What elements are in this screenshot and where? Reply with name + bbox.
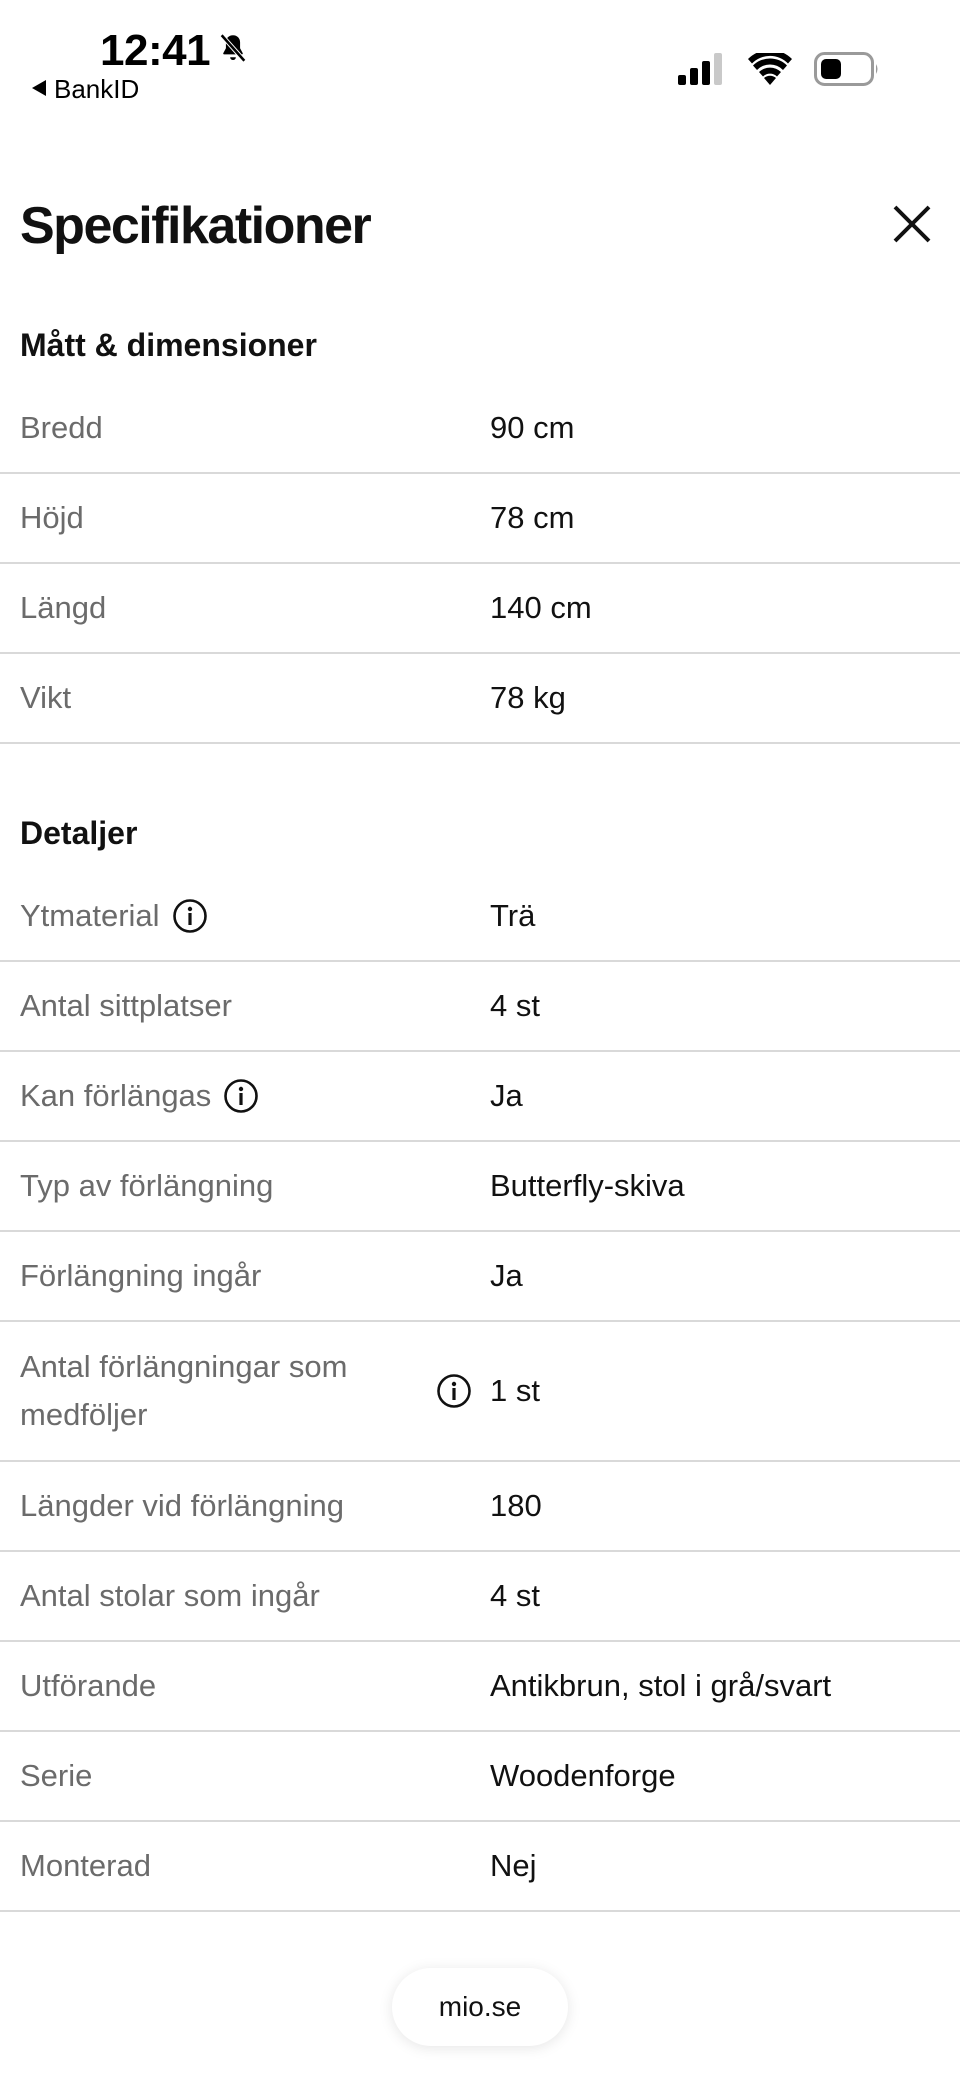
sheet-header: [0, 190, 960, 270]
spec-value: 78 cm: [490, 500, 575, 535]
spec-value: Ja: [490, 1078, 523, 1113]
spec-label: Förlängning ingår: [20, 1258, 262, 1293]
browser-url-pill[interactable]: [392, 1968, 568, 2046]
spec-row-vikt: [0, 654, 960, 744]
section-title-dimensions: Mått & dimensioner: [20, 326, 317, 363]
spec-row-serie: [0, 1732, 960, 1822]
wifi-icon: [748, 53, 792, 90]
spec-row-kan-forlangas: [0, 1052, 960, 1142]
spec-label: Utförande: [20, 1668, 157, 1703]
spec-row-monterad: [0, 1822, 960, 1912]
details-section: [0, 794, 960, 1912]
bell-slash-icon: [216, 26, 250, 76]
spec-value: Nej: [490, 1848, 537, 1883]
cellular-signal-icon: [678, 53, 726, 90]
spec-row-hojd: [0, 474, 960, 564]
close-icon: [892, 204, 932, 249]
spec-row-langd: [0, 564, 960, 654]
spec-value: 90 cm: [490, 410, 575, 445]
spec-value: Ja: [490, 1258, 523, 1293]
spec-label: Höjd: [20, 500, 84, 535]
spec-label: Antal stolar som ingår: [20, 1578, 320, 1613]
status-time: [100, 26, 250, 76]
battery-icon: [814, 52, 880, 91]
spec-row-typ-av-forlangning: [0, 1142, 960, 1232]
dimensions-section: [0, 306, 960, 744]
spec-label: Längder vid förlängning: [20, 1488, 345, 1523]
info-icon[interactable]: [223, 1078, 259, 1114]
url-text: mio.se: [438, 1991, 522, 2022]
info-icon[interactable]: [172, 898, 208, 934]
spec-label: Vikt: [20, 680, 72, 715]
spec-row-antal-forlangningar: [0, 1322, 960, 1462]
page-title: Specifikationer: [20, 197, 371, 255]
spec-label: Bredd: [20, 410, 103, 445]
close-button[interactable]: [882, 196, 942, 256]
spec-label: Antal sittplatser: [20, 988, 232, 1023]
spec-value: Butterfly-skiva: [490, 1168, 685, 1203]
status-bar: [0, 0, 960, 110]
spec-label: Ytmaterial: [20, 898, 160, 933]
spec-value: 1 st: [490, 1373, 540, 1408]
spec-row-utforande: [0, 1642, 960, 1732]
status-icons: [678, 52, 880, 91]
spec-label: Antal förlängningar som medföljer: [20, 1349, 348, 1432]
spec-label: Kan förlängas: [20, 1078, 212, 1113]
spec-row-langder-vid-forlangning: [0, 1462, 960, 1552]
spec-label: Monterad: [20, 1848, 151, 1883]
section-title-details: Detaljer: [20, 814, 138, 851]
spec-row-antal-sittplatser: [0, 962, 960, 1052]
spec-value: Antikbrun, stol i grå/svart: [490, 1668, 832, 1703]
spec-row-antal-stolar: [0, 1552, 960, 1642]
spec-row-bredd: [0, 384, 960, 474]
spec-label: Längd: [20, 590, 107, 625]
spec-value: 4 st: [490, 1578, 540, 1613]
spec-row-ytmaterial: [0, 872, 960, 962]
spec-value: 78 kg: [490, 680, 566, 715]
spec-value: 140 cm: [490, 590, 592, 625]
spec-row-forlangning-ingar: [0, 1232, 960, 1322]
info-icon[interactable]: [436, 1373, 472, 1409]
status-time-text: 12:41: [100, 26, 211, 75]
spec-value: 4 st: [490, 988, 540, 1023]
spec-value: Woodenforge: [490, 1758, 676, 1793]
back-to-app-button[interactable]: [30, 74, 139, 105]
spec-value: 180: [490, 1488, 542, 1523]
back-triangle-icon: [30, 74, 48, 105]
spec-label: Typ av förlängning: [20, 1168, 274, 1203]
back-app-label: BankID: [54, 74, 140, 104]
spec-label: Serie: [20, 1758, 93, 1793]
spec-value: Trä: [490, 898, 536, 933]
